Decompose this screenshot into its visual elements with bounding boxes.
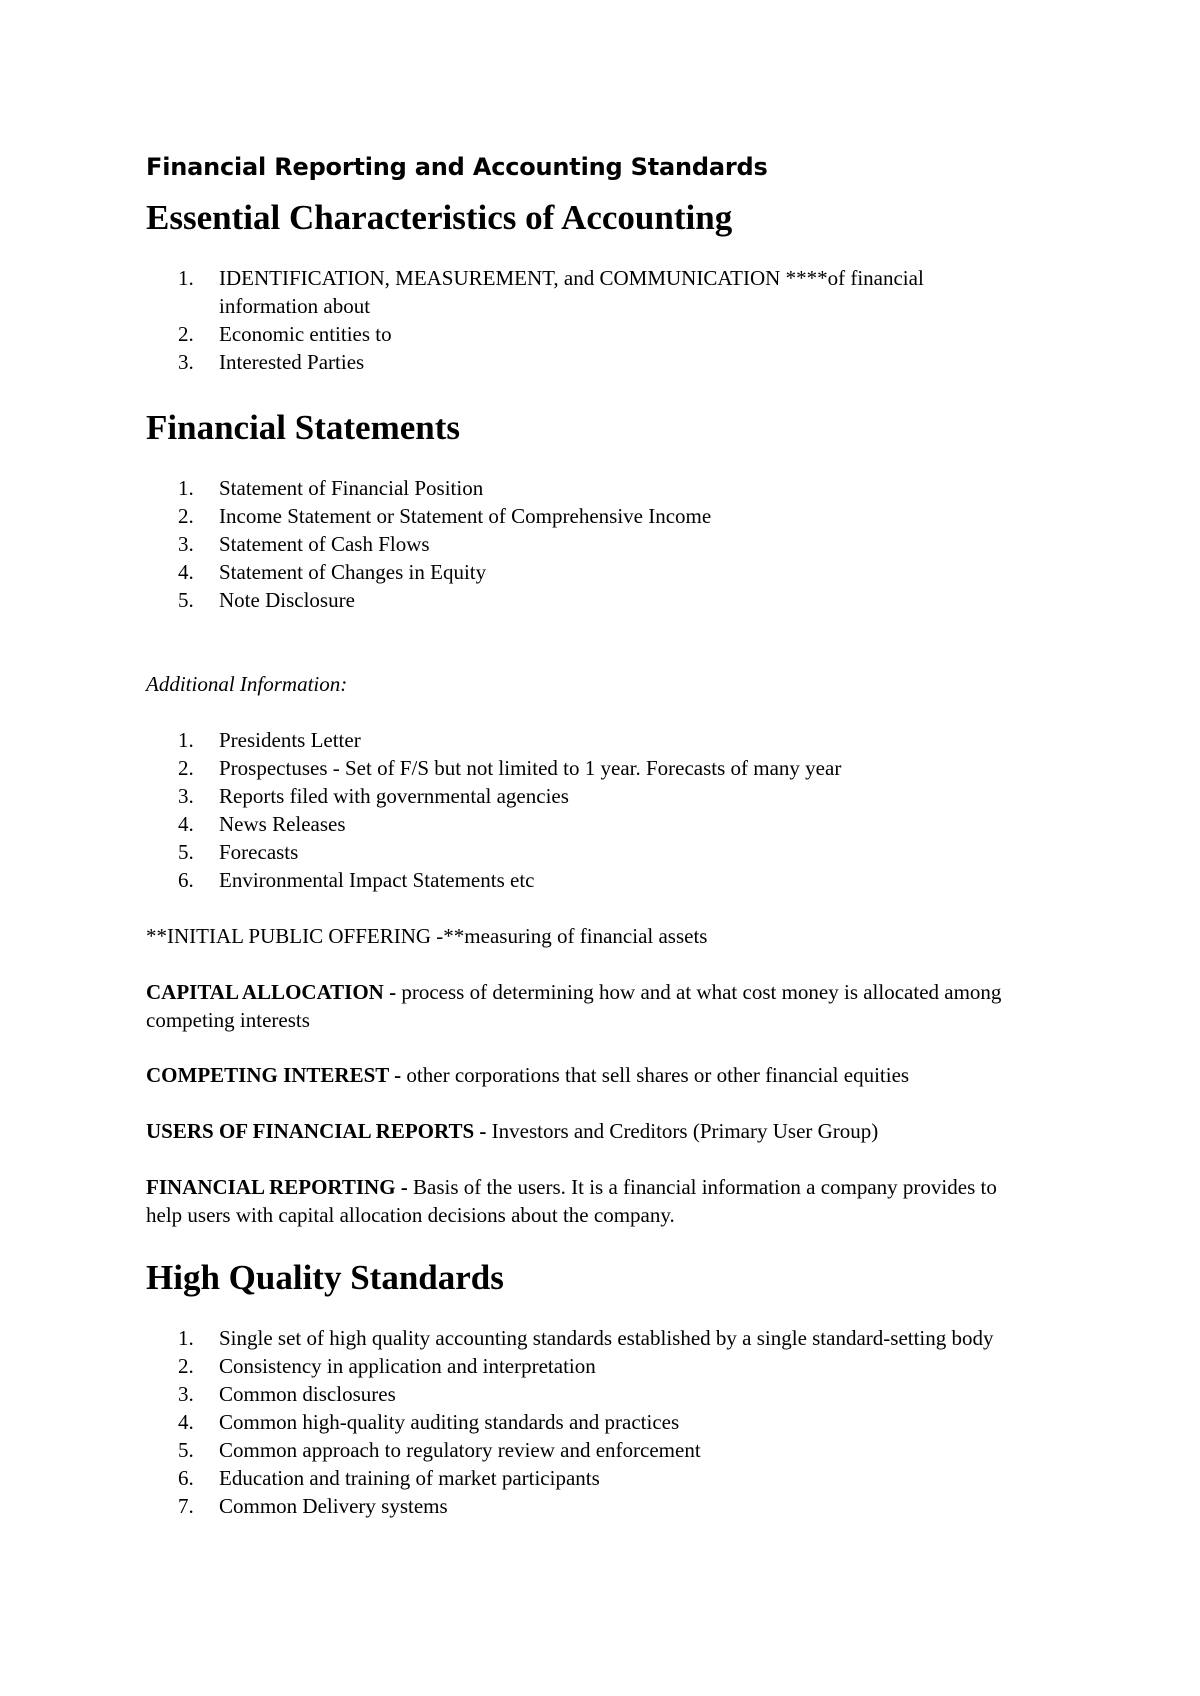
list-number: 2. bbox=[178, 756, 194, 780]
list-text: Consistency in application and interpretation bbox=[219, 1354, 596, 1378]
list-number: 1. bbox=[178, 1326, 194, 1350]
list-item bbox=[146, 586, 1046, 614]
list-text: Prospectuses - Set of F/S but not limited to 1 year. Forecasts of many year bbox=[219, 756, 842, 780]
list-item bbox=[146, 348, 1046, 376]
list-item bbox=[146, 474, 1046, 502]
list-text: Forecasts bbox=[219, 840, 299, 864]
list-item bbox=[146, 1352, 1046, 1380]
additional-information-label: Additional Information: bbox=[146, 672, 348, 696]
definition-term: USERS OF FINANCIAL REPORTS - bbox=[146, 1119, 487, 1143]
list-number: 1. bbox=[178, 728, 194, 752]
definition-capital-allocation bbox=[146, 978, 1046, 1034]
definition-term: COMPETING INTEREST - bbox=[146, 1063, 402, 1087]
list-item bbox=[146, 530, 1046, 558]
list-text: Reports filed with governmental agencies bbox=[219, 784, 569, 808]
list-number: 3. bbox=[178, 350, 194, 374]
list-text: Common high-quality auditing standards and practices bbox=[219, 1410, 680, 1434]
heading-essential-characteristics: Essential Characteristics of Accounting bbox=[146, 198, 733, 237]
list-number: 2. bbox=[178, 322, 194, 346]
list-text: Interested Parties bbox=[219, 350, 365, 374]
ipo-line: **INITIAL PUBLIC OFFERING -**measuring of financial assets bbox=[146, 924, 708, 948]
list-text: IDENTIFICATION, MEASUREMENT, and COMMUNICATION ****of financial information about bbox=[219, 266, 924, 318]
list-text: Presidents Letter bbox=[219, 728, 361, 752]
list-text: Education and training of market participants bbox=[219, 1466, 600, 1490]
list-number: 4. bbox=[178, 1410, 194, 1434]
list-number: 3. bbox=[178, 784, 194, 808]
list-number: 5. bbox=[178, 1438, 194, 1462]
list-number: 5. bbox=[178, 588, 194, 612]
high-quality-standards-list bbox=[146, 1324, 1046, 1520]
list-item bbox=[146, 1436, 1046, 1464]
definition-text: other corporations that sell shares or other financial equities bbox=[401, 1063, 910, 1087]
financial-statements-list bbox=[146, 474, 1046, 614]
essential-characteristics-list bbox=[146, 264, 1046, 376]
list-item bbox=[146, 866, 1046, 894]
list-number: 3. bbox=[178, 1382, 194, 1406]
list-text: Economic entities to bbox=[219, 322, 392, 346]
heading-financial-statements: Financial Statements bbox=[146, 408, 461, 447]
definition-users-of-financial-reports bbox=[146, 1117, 1046, 1145]
additional-information-list bbox=[146, 726, 1046, 894]
list-item bbox=[146, 502, 1046, 530]
list-text: Single set of high quality accounting standards established by a single standard-setting body bbox=[219, 1326, 994, 1350]
list-item bbox=[146, 1492, 1046, 1520]
list-text: Common disclosures bbox=[219, 1382, 396, 1406]
list-text: Statement of Financial Position bbox=[219, 476, 484, 500]
definition-text: process of determining how and at what cost money is allocated among competing interests bbox=[146, 980, 1002, 1032]
list-item bbox=[146, 320, 1046, 348]
list-number: 2. bbox=[178, 504, 194, 528]
list-item bbox=[146, 810, 1046, 838]
definition-text: Basis of the users. It is a financial information a company provides to help users with capital allocation decisions about the company. bbox=[146, 1175, 997, 1227]
list-item bbox=[146, 1380, 1046, 1408]
list-number: 5. bbox=[178, 840, 194, 864]
list-number: 6. bbox=[178, 1466, 194, 1490]
list-number: 2. bbox=[178, 1354, 194, 1378]
definition-financial-reporting bbox=[146, 1173, 1026, 1229]
list-text: Common Delivery systems bbox=[219, 1494, 448, 1518]
document-title: Financial Reporting and Accounting Standards bbox=[146, 153, 768, 181]
heading-high-quality-standards: High Quality Standards bbox=[146, 1258, 504, 1297]
definition-term: FINANCIAL REPORTING - bbox=[146, 1175, 408, 1199]
list-item bbox=[146, 1464, 1046, 1492]
list-item bbox=[146, 754, 1046, 782]
list-number: 4. bbox=[178, 812, 194, 836]
list-text: Environmental Impact Statements etc bbox=[219, 868, 535, 892]
list-number: 7. bbox=[178, 1494, 194, 1518]
definition-term: CAPITAL ALLOCATION - bbox=[146, 980, 397, 1004]
list-item bbox=[146, 838, 1046, 866]
list-text: News Releases bbox=[219, 812, 346, 836]
list-number: 3. bbox=[178, 532, 194, 556]
definition-text: Investors and Creditors (Primary User Group) bbox=[486, 1119, 879, 1143]
list-item bbox=[146, 782, 1046, 810]
list-number: 4. bbox=[178, 560, 194, 584]
list-number: 6. bbox=[178, 868, 194, 892]
definition-competing-interest bbox=[146, 1061, 1046, 1089]
list-text: Note Disclosure bbox=[219, 588, 355, 612]
list-item bbox=[146, 264, 1019, 320]
list-text: Income Statement or Statement of Comprehensive Income bbox=[219, 504, 712, 528]
list-item bbox=[146, 1324, 999, 1352]
list-text: Common approach to regulatory review and enforcement bbox=[219, 1438, 701, 1462]
list-text: Statement of Cash Flows bbox=[219, 532, 430, 556]
list-text: Statement of Changes in Equity bbox=[219, 560, 487, 584]
list-number: 1. bbox=[178, 476, 194, 500]
list-number: 1. bbox=[178, 266, 194, 290]
list-item bbox=[146, 558, 1046, 586]
list-item bbox=[146, 1408, 1046, 1436]
list-item bbox=[146, 726, 1046, 754]
